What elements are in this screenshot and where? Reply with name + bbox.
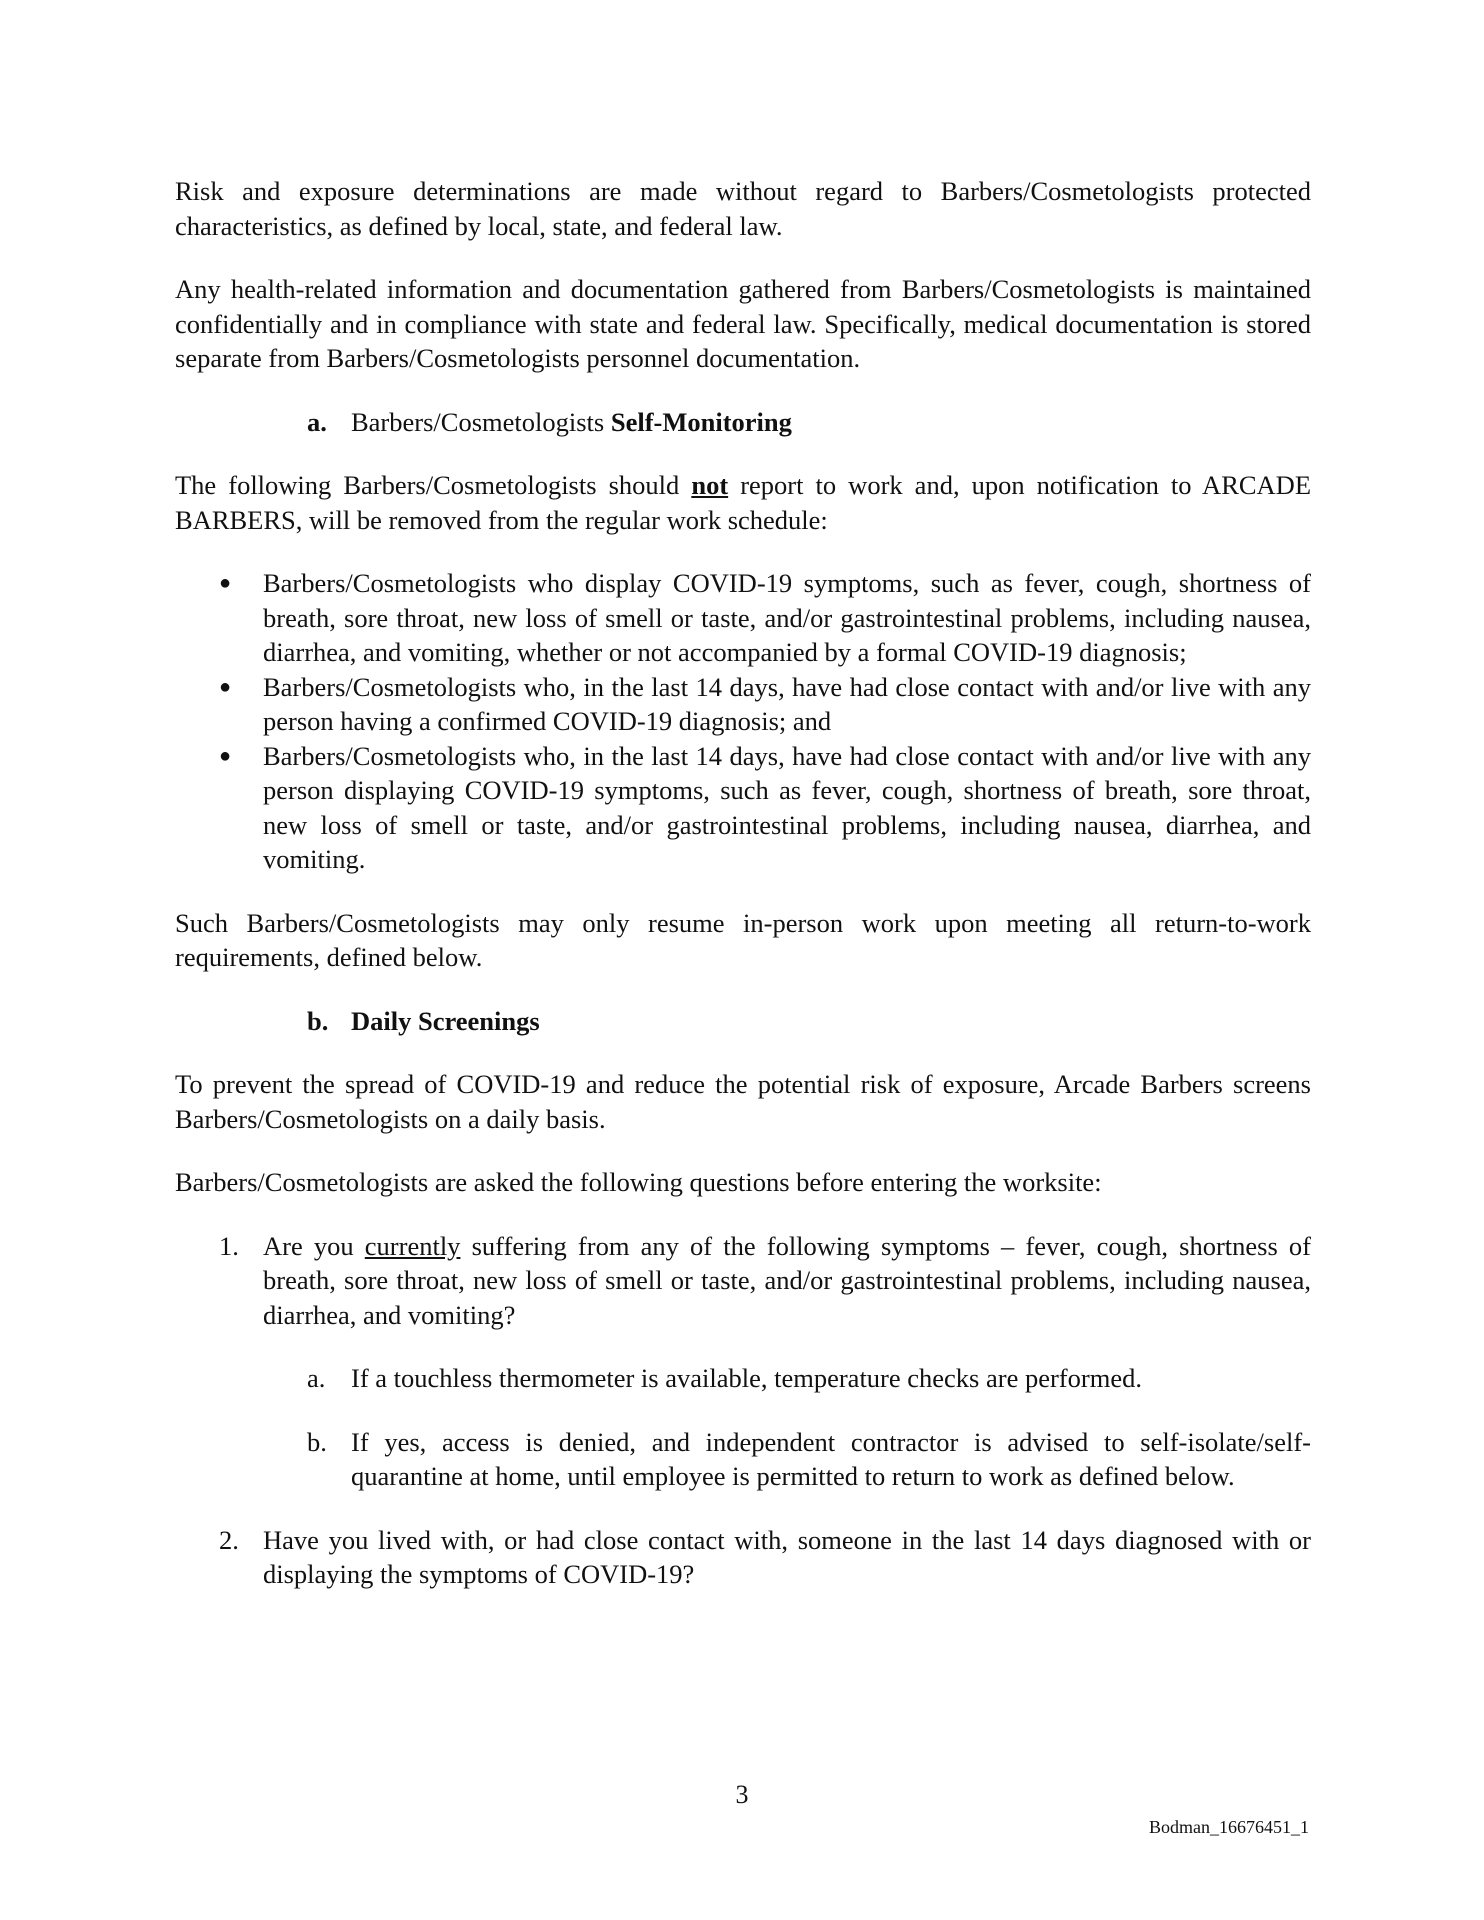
paragraph-confidentiality: Any health-related information and documentation gathered from Barbers/Cosmetologists is maintained confidentially and in compliance with state and federal law. Specifically, medical documentation is stored separate from Barbers/Cosmetologists personnel documentation. — [175, 274, 1311, 373]
question-item — [175, 1229, 1311, 1494]
sub-item-label: a. — [307, 1363, 326, 1393]
question-item — [175, 1523, 1311, 1592]
section-a-title — [351, 405, 792, 440]
question-text — [263, 1229, 1311, 1333]
question-number: 2. — [219, 1524, 239, 1555]
section-a-label: a. — [307, 406, 327, 437]
section-b-heading — [175, 1004, 1311, 1039]
question-sub-list — [263, 1361, 1311, 1494]
question-text-after: suffering from any of the following symptoms – fever, cough, shortness of breath, sore throat, new loss of smell or taste, and/or gastrointestinal problems, including nausea, diarrhea, and vomiting? — [263, 1230, 1311, 1330]
intro-emphasis-not: not — [691, 470, 729, 500]
sub-item-label: b. — [307, 1426, 327, 1457]
questions-intro: Barbers/Cosmetologists are asked the following questions before entering the worksite: — [175, 1167, 1102, 1197]
question-text-before: Are you — [263, 1230, 365, 1261]
sub-item — [263, 1361, 1311, 1396]
bullet-dot-icon: ● — [219, 675, 232, 698]
bullet-item — [175, 739, 1311, 877]
bullet-dot-icon: ● — [219, 744, 232, 767]
section-b-label: b. — [307, 1005, 329, 1036]
paragraph-risk-determinations: Risk and exposure determinations are made without regard to Barbers/Cosmetologists protected characteristics, as defined by local, state, and federal law. — [175, 176, 1311, 241]
page-number: 3 — [735, 1780, 749, 1809]
document-id: Bodman_16676451_1 — [1149, 1817, 1309, 1837]
intro-text-after: report to work and, upon notification to ARCADE BARBERS, will be removed from the regular work schedule: — [175, 470, 1312, 535]
section-b-intro: To prevent the spread of COVID-19 and reduce the potential risk of exposure, Arcade Barbers screens Barbers/Cosmetologists on a daily basis. — [175, 1069, 1311, 1134]
sub-item — [263, 1425, 1311, 1494]
section-b-title: Daily Screenings — [351, 1005, 540, 1036]
page-content — [175, 174, 1311, 1621]
exclusion-bullet-list — [175, 566, 1311, 877]
sub-item-text: If yes, access is denied, and independent contractor is advised to self-isolate/self-quarantine at home, until employee is permitted to return to work as defined below. — [351, 1426, 1311, 1491]
section-a-title-bold: Self-Monitoring — [610, 406, 792, 437]
bullet-item — [175, 670, 1311, 739]
question-number: 1. — [219, 1230, 239, 1261]
section-a-heading — [175, 405, 1311, 440]
section-a-intro — [175, 468, 1311, 537]
question-underlined-currently: currently — [364, 1230, 461, 1261]
bullet-text: Barbers/Cosmetologists who, in the last 14 days, have had close contact with and/or live with any person having a confirmed COVID-19 diagnosis; and — [263, 671, 1311, 736]
bullet-dot-icon: ● — [219, 572, 232, 594]
section-a-title-plain: Barbers/Cosmetologists — [351, 406, 611, 437]
screening-questions-list — [175, 1229, 1311, 1592]
question-text: Have you lived with, or had close contact with, someone in the last 14 days diagnosed with or displaying the symptoms of COVID-19? — [263, 1524, 1311, 1589]
bullet-item — [175, 566, 1311, 670]
section-a-closing: Such Barbers/Cosmetologists may only resume in-person work upon meeting all return-to-work requirements, defined below. — [175, 907, 1311, 972]
sub-item-text: If a touchless thermometer is available, temperature checks are performed. — [351, 1363, 1142, 1393]
bullet-text: Barbers/Cosmetologists who, in the last 14 days, have had close contact with and/or live with any person displaying COVID-19 symptoms, such as fever, cough, shortness of breath, sore throat, new loss of smell or taste, and/or gastrointestinal problems, including nausea, diarrhea, and vomiting. — [263, 740, 1311, 874]
bullet-text: Barbers/Cosmetologists who display COVID-19 symptoms, such as fever, cough, shortness of breath, sore throat, new loss of smell or taste, and/or gastrointestinal problems, including nausea, diarrhea, and vomiting, whether or not accompanied by a formal COVID-19 diagnosis; — [263, 568, 1311, 667]
intro-text-before: The following Barbers/Cosmetologists should — [175, 470, 692, 500]
